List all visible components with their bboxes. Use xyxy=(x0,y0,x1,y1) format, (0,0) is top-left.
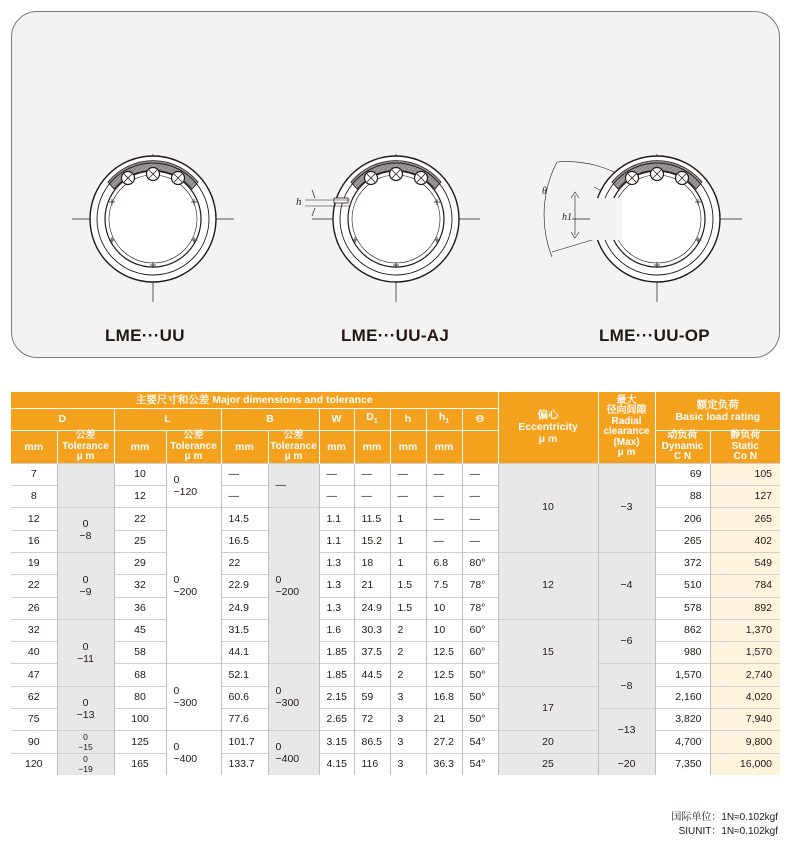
cell-eccentricity: 12 xyxy=(498,552,598,619)
cell-b-mm: 22.9 xyxy=(221,575,268,597)
label-theta: θ xyxy=(542,186,547,197)
cell-d-mm: 12 xyxy=(11,508,57,530)
cell-b-tolerance: 0 −300 xyxy=(268,664,319,731)
cell-d1: 37.5 xyxy=(354,642,390,664)
cell-theta: 78° xyxy=(462,575,498,597)
cell-b-mm: 133.7 xyxy=(221,753,268,775)
header-b-tolerance: 公差 Tolerance μ m xyxy=(268,431,319,464)
cell-d1: 21 xyxy=(354,575,390,597)
cell-h1: — xyxy=(426,530,462,552)
figure-lme-uu-aj xyxy=(296,154,480,302)
cell-static: 2,740 xyxy=(710,664,780,686)
cell-w: — xyxy=(319,463,354,485)
cell-l-mm: 12 xyxy=(114,486,166,508)
cell-d-mm: 47 xyxy=(11,664,57,686)
bearing-cross-sections xyxy=(12,12,779,357)
table-row xyxy=(11,753,780,775)
cell-h1: 16.8 xyxy=(426,686,462,708)
cell-l-mm: 125 xyxy=(114,731,166,753)
cell-h1: 10 xyxy=(426,597,462,619)
header-w: W xyxy=(319,409,354,431)
table-row xyxy=(11,642,780,664)
cell-d-mm: 7 xyxy=(11,463,57,485)
cell-static: 9,800 xyxy=(710,731,780,753)
cell-d1: 72 xyxy=(354,709,390,731)
header-dynamic: 动负荷 Dynamic C N xyxy=(655,431,710,464)
cell-static: 105 xyxy=(710,463,780,485)
cell-d1: 30.3 xyxy=(354,619,390,641)
cell-h1: — xyxy=(426,508,462,530)
cell-radial-clearance: −8 xyxy=(598,664,655,709)
table-row xyxy=(11,552,780,574)
cell-d-mm: 40 xyxy=(11,642,57,664)
header-radial-clearance: 最大 径向间隙 Radial clearance (Max) μ m xyxy=(598,392,655,463)
cell-dynamic: 980 xyxy=(655,642,710,664)
figure-lme-uu-op xyxy=(542,154,742,302)
figure-panel xyxy=(11,11,780,358)
table-header xyxy=(11,392,780,463)
cell-b-tolerance: 0 −200 xyxy=(268,508,319,664)
cell-w: 2.65 xyxy=(319,709,354,731)
table-row xyxy=(11,486,780,508)
header-l-tolerance: 公差 Tolerance μ m xyxy=(166,431,221,464)
cell-static: 549 xyxy=(710,552,780,574)
cell-h: 3 xyxy=(390,709,426,731)
table-row xyxy=(11,664,780,686)
cell-b-mm: 77.6 xyxy=(221,709,268,731)
cell-dynamic: 2,160 xyxy=(655,686,710,708)
cell-w: — xyxy=(319,486,354,508)
cell-l-tolerance: 0 −400 xyxy=(166,731,221,775)
cell-d-mm: 22 xyxy=(11,575,57,597)
cell-h: 1.5 xyxy=(390,597,426,619)
cell-h: 1 xyxy=(390,552,426,574)
header-theta: Θ xyxy=(462,409,498,431)
cell-dynamic: 4,700 xyxy=(655,731,710,753)
cell-w: 1.85 xyxy=(319,664,354,686)
cell-h: 2 xyxy=(390,619,426,641)
header-l: L xyxy=(114,409,221,431)
cell-theta: 60° xyxy=(462,642,498,664)
cell-static: 127 xyxy=(710,486,780,508)
cell-theta: — xyxy=(462,463,498,485)
cell-b-mm: 44.1 xyxy=(221,642,268,664)
cell-w: 1.1 xyxy=(319,508,354,530)
cell-theta: 50° xyxy=(462,686,498,708)
table-row xyxy=(11,530,780,552)
cell-d1: — xyxy=(354,486,390,508)
header-b-mm: mm xyxy=(221,431,268,464)
cell-h1: — xyxy=(426,486,462,508)
cell-d-mm: 120 xyxy=(11,753,57,775)
cell-d-tolerance: 0 −9 xyxy=(57,552,114,619)
cell-l-mm: 45 xyxy=(114,619,166,641)
cell-radial-clearance: −4 xyxy=(598,552,655,619)
cell-radial-clearance: −3 xyxy=(598,463,655,552)
cell-w: 4.15 xyxy=(319,753,354,775)
cell-static: 892 xyxy=(710,597,780,619)
cell-w: 1.3 xyxy=(319,597,354,619)
header-eccentricity: 偏心 Eccentricity μ m xyxy=(498,392,598,463)
cell-theta: 80° xyxy=(462,552,498,574)
header-major-dimensions: 主要尺寸和公差 Major dimensions and tolerance xyxy=(11,392,498,409)
header-d1-mm: mm xyxy=(354,431,390,464)
cell-theta: 60° xyxy=(462,619,498,641)
cell-d-tolerance: 0 −15 xyxy=(57,731,114,753)
header-static: 静负荷 Static Co N xyxy=(710,431,780,464)
header-d-mm: mm xyxy=(11,431,57,464)
cell-l-tolerance: 0 −200 xyxy=(166,508,221,664)
cell-eccentricity: 17 xyxy=(498,686,598,731)
cell-d1: 11.5 xyxy=(354,508,390,530)
cell-theta: 50° xyxy=(462,709,498,731)
cell-theta: 78° xyxy=(462,597,498,619)
cell-d1: 18 xyxy=(354,552,390,574)
cell-d1: 44.5 xyxy=(354,664,390,686)
cell-w: 1.85 xyxy=(319,642,354,664)
header-d1: $D_1$ xyxy=(354,409,390,431)
header-basic-load-rating: 额定负荷 Basic load rating xyxy=(655,392,780,431)
header-h1: $h_1$ xyxy=(426,409,462,431)
caption-lme-uu: LME···UU xyxy=(105,326,185,345)
cell-w: 3.15 xyxy=(319,731,354,753)
unit-note-cn: 国际单位：1N≈0.102kgf xyxy=(671,812,778,823)
cell-d-mm: 62 xyxy=(11,686,57,708)
cell-d-mm: 8 xyxy=(11,486,57,508)
cell-h1: 27.2 xyxy=(426,731,462,753)
cell-h: 1 xyxy=(390,530,426,552)
cell-eccentricity: 20 xyxy=(498,731,598,753)
cell-d1: 15.2 xyxy=(354,530,390,552)
cell-l-mm: 58 xyxy=(114,642,166,664)
cell-theta: — xyxy=(462,530,498,552)
cell-dynamic: 69 xyxy=(655,463,710,485)
cell-l-tolerance: 0 −300 xyxy=(166,664,221,731)
header-h-mm: mm xyxy=(390,431,426,464)
cell-dynamic: 3,820 xyxy=(655,709,710,731)
cell-b-mm: 24.9 xyxy=(221,597,268,619)
cell-radial-clearance: −6 xyxy=(598,619,655,664)
cell-dynamic: 1,570 xyxy=(655,664,710,686)
cell-l-mm: 32 xyxy=(114,575,166,597)
cell-l-mm: 36 xyxy=(114,597,166,619)
cell-b-tolerance: — xyxy=(268,463,319,508)
cell-dynamic: 88 xyxy=(655,486,710,508)
cell-h: — xyxy=(390,463,426,485)
cell-h1: 6.8 xyxy=(426,552,462,574)
cell-d1: 116 xyxy=(354,753,390,775)
cell-w: 1.6 xyxy=(319,619,354,641)
table-row xyxy=(11,686,780,708)
cell-h1: 7.5 xyxy=(426,575,462,597)
cell-static: 402 xyxy=(710,530,780,552)
cell-h1: 10 xyxy=(426,619,462,641)
cell-w: 1.3 xyxy=(319,552,354,574)
cell-dynamic: 372 xyxy=(655,552,710,574)
cell-theta: — xyxy=(462,508,498,530)
cell-d-tolerance xyxy=(57,463,114,508)
header-l-mm: mm xyxy=(114,431,166,464)
cell-h: 2 xyxy=(390,664,426,686)
table-row xyxy=(11,508,780,530)
label-h1: h1 xyxy=(562,212,572,223)
cell-d-tolerance: 0 −8 xyxy=(57,508,114,553)
cell-d-mm: 90 xyxy=(11,731,57,753)
cell-h1: — xyxy=(426,463,462,485)
cell-l-tolerance: 0 −120 xyxy=(166,463,221,508)
cell-dynamic: 510 xyxy=(655,575,710,597)
header-b: B xyxy=(221,409,319,431)
table-row xyxy=(11,619,780,641)
cell-b-mm: 16.5 xyxy=(221,530,268,552)
cell-h: 3 xyxy=(390,753,426,775)
label-h: h xyxy=(296,196,302,208)
cell-dynamic: 206 xyxy=(655,508,710,530)
header-h1-mm: mm xyxy=(426,431,462,464)
cell-radial-clearance: −13 xyxy=(598,709,655,754)
cell-b-mm: 60.6 xyxy=(221,686,268,708)
cell-w: 2.15 xyxy=(319,686,354,708)
cell-dynamic: 862 xyxy=(655,619,710,641)
cell-static: 265 xyxy=(710,508,780,530)
cell-radial-clearance: −20 xyxy=(598,753,655,775)
cell-h1: 12.5 xyxy=(426,642,462,664)
cell-static: 7,940 xyxy=(710,709,780,731)
table-row xyxy=(11,463,780,485)
cell-b-mm: 22 xyxy=(221,552,268,574)
cell-static: 1,370 xyxy=(710,619,780,641)
cell-h: 1 xyxy=(390,508,426,530)
table-row xyxy=(11,709,780,731)
cell-h: — xyxy=(390,486,426,508)
cell-l-mm: 29 xyxy=(114,552,166,574)
cell-dynamic: 265 xyxy=(655,530,710,552)
unit-note-en: SIUNIT：1N≈0.102kgf xyxy=(678,826,778,837)
cell-d-mm: 26 xyxy=(11,597,57,619)
cell-d-mm: 19 xyxy=(11,552,57,574)
cell-h1: 12.5 xyxy=(426,664,462,686)
cell-d-tolerance: 0 −19 xyxy=(57,753,114,775)
table-row xyxy=(11,575,780,597)
cell-l-mm: 80 xyxy=(114,686,166,708)
cell-w: 1.1 xyxy=(319,530,354,552)
cell-h1: 21 xyxy=(426,709,462,731)
cell-l-mm: 10 xyxy=(114,463,166,485)
cell-d-tolerance: 0 −11 xyxy=(57,619,114,686)
cell-b-mm: 52.1 xyxy=(221,664,268,686)
cell-static: 4,020 xyxy=(710,686,780,708)
cell-l-mm: 165 xyxy=(114,753,166,775)
cell-h: 3 xyxy=(390,731,426,753)
caption-lme-uu-op: LME···UU-OP xyxy=(599,326,710,345)
cell-b-mm: 14.5 xyxy=(221,508,268,530)
cell-eccentricity: 25 xyxy=(498,753,598,775)
cell-l-mm: 100 xyxy=(114,709,166,731)
table-row xyxy=(11,597,780,619)
cell-l-mm: 22 xyxy=(114,508,166,530)
cell-static: 16,000 xyxy=(710,753,780,775)
cell-eccentricity: 10 xyxy=(498,463,598,552)
cell-l-mm: 25 xyxy=(114,530,166,552)
cell-h: 2 xyxy=(390,642,426,664)
cell-w: 1.3 xyxy=(319,575,354,597)
cell-theta: 54° xyxy=(462,753,498,775)
cell-theta: 50° xyxy=(462,664,498,686)
cell-d-mm: 16 xyxy=(11,530,57,552)
cell-d1: — xyxy=(354,463,390,485)
cell-b-mm: 101.7 xyxy=(221,731,268,753)
table-row xyxy=(11,731,780,753)
cell-d-mm: 32 xyxy=(11,619,57,641)
header-theta-blank xyxy=(462,431,498,464)
cell-static: 1,570 xyxy=(710,642,780,664)
cell-theta: 54° xyxy=(462,731,498,753)
cell-dynamic: 578 xyxy=(655,597,710,619)
cell-eccentricity: 15 xyxy=(498,619,598,686)
header-d: D xyxy=(11,409,114,431)
cell-b-mm: 31.5 xyxy=(221,619,268,641)
figure-lme-uu xyxy=(72,154,234,302)
cell-l-mm: 68 xyxy=(114,664,166,686)
cell-dynamic: 7,350 xyxy=(655,753,710,775)
cell-d1: 59 xyxy=(354,686,390,708)
specification-table xyxy=(11,392,780,775)
cell-theta: — xyxy=(462,486,498,508)
header-w-mm: mm xyxy=(319,431,354,464)
caption-lme-uu-aj: LME···UU-AJ xyxy=(341,326,450,345)
cell-b-mm: — xyxy=(221,463,268,485)
cell-b-tolerance: 0 −400 xyxy=(268,731,319,775)
cell-d-tolerance: 0 −13 xyxy=(57,686,114,731)
cell-b-mm: — xyxy=(221,486,268,508)
cell-h: 3 xyxy=(390,686,426,708)
cell-d-mm: 75 xyxy=(11,709,57,731)
cell-static: 784 xyxy=(710,575,780,597)
cell-d1: 24.9 xyxy=(354,597,390,619)
table-body xyxy=(11,463,780,775)
cell-h: 1.5 xyxy=(390,575,426,597)
cell-h1: 36.3 xyxy=(426,753,462,775)
cell-d1: 86.5 xyxy=(354,731,390,753)
header-h: h xyxy=(390,409,426,431)
header-d-tolerance: 公差 Tolerance μ m xyxy=(57,431,114,464)
